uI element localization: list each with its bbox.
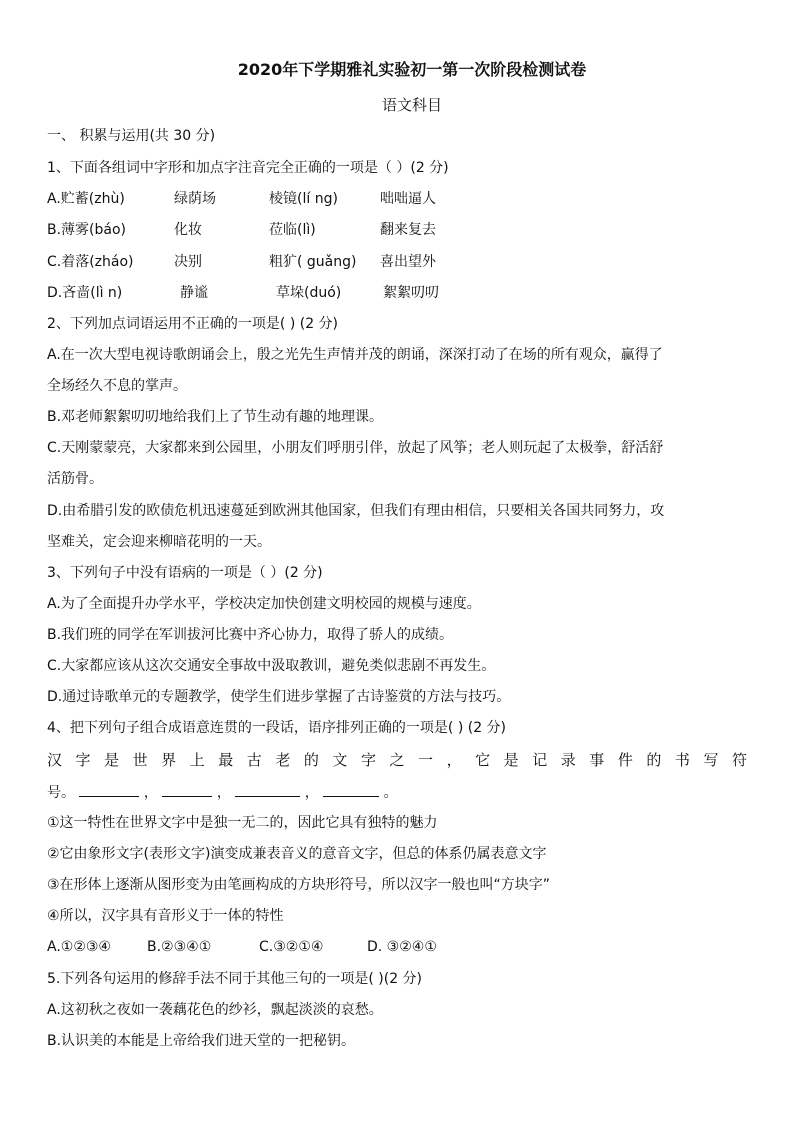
section-heading: 一、 积累与运用(共 30 分) [47, 128, 216, 144]
question-4-stem: 4、把下列句子组合成语意连贯的一段话，语序排列正确的一项是( ) (2 分) [47, 720, 507, 736]
q1-a-word2: 绿荫场 [174, 191, 216, 207]
q1-a-word3: 棱镜(lí ng) [269, 191, 338, 207]
question-1-stem: 1、下面各组词中字形和加点字注音完全正确的一项是（ ）(2 分) [47, 160, 449, 176]
q2-option-b: B.邓老师絮絮叨叨地给我们上了节生动有趣的地理课。 [47, 409, 384, 425]
q3-option-d: D.通过诗歌单元的专题教学，使学生们进步掌握了古诗鉴赏的方法与技巧。 [47, 689, 511, 705]
q4-sentence-3: ③在形体上逐渐从图形变为由笔画构成的方块形符号，所以汉字一般也叫“方块字” [47, 877, 551, 893]
q3-option-c: C.大家都应该从这次交通安全事故中汲取教训，避免类似悲剧不再发生。 [47, 658, 496, 674]
q1-c-word4: 喜出望外 [380, 254, 436, 270]
q4-option-b: B.②③④① [147, 939, 212, 955]
q4-sentence-2: ②它由象形文字(表形文字)演变成兼表音义的意音文字，但总的体系仍属表意文字 [47, 846, 547, 862]
q2-option-d-line1: D.由希腊引发的欧债危机迅速蔓延到欧洲其他国家，但我们有理由相信，只要相关各国共同努力，攻 [47, 503, 665, 519]
q1-c-word2: 决别 [174, 254, 202, 270]
blank-4[interactable] [323, 782, 379, 797]
q1-d-word4: 絮絮叨叨 [383, 285, 439, 301]
q4-option-a: A.①②③④ [47, 939, 111, 955]
blank-1[interactable] [79, 782, 139, 797]
q2-option-c-line1: C.天刚蒙蒙亮，大家都来到公园里，小朋友们呼朋引伴，放起了风筝；老人则玩起了太极拳，舒活舒 [47, 440, 664, 456]
q4-sentence-4: ④所以，汉字具有音形义于一体的特性 [47, 908, 284, 924]
q5-option-b: B.认识美的本能是上帝给我们进天堂的一把秘钥。 [47, 1033, 356, 1049]
q4-passage-start: 号。 [47, 785, 75, 801]
q1-c-word3: 粗犷( guǎng) [269, 254, 357, 270]
q3-option-b: B.我们班的同学在军训拔河比赛中齐心协力，取得了骄人的成绩。 [47, 627, 454, 643]
q4-option-c: C.③②①④ [259, 939, 324, 955]
question-3-stem: 3、下列句子中没有语病的一项是（ ）(2 分) [47, 565, 323, 581]
q5-option-a: A.这初秋之夜如一袭藕花色的纱衫，飘起淡淡的哀愁。 [47, 1002, 383, 1018]
blank-separator: ， [216, 785, 231, 801]
question-5-stem: 5.下列各句运用的修辞手法不同于其他三句的一项是( )(2 分) [47, 971, 423, 987]
q2-option-a-line2: 全场经久不息的掌声。 [47, 378, 187, 394]
q1-b-word3: 莅临(lì) [269, 222, 316, 238]
q3-option-a: A.为了全面提升办学水平，学校决定加快创建文明校园的规模与速度。 [47, 596, 481, 612]
blank-separator: ， [304, 785, 319, 801]
q4-passage-blanks [47, 782, 398, 803]
exam-title: 2020年下学期雅礼实验初一第一次阶段检测试卷 [237, 60, 587, 79]
blank-2[interactable] [162, 782, 212, 797]
q1-d-word2: 静谧 [180, 285, 208, 301]
q2-option-c-line2: 活筋骨。 [47, 471, 103, 487]
q1-d-word1: D.吝啬(lì n) [47, 285, 123, 301]
q1-c-word1: C.着落(zháo) [47, 254, 134, 270]
q1-b-word2: 化妆 [174, 222, 202, 238]
passage-end: 。 [383, 785, 398, 801]
question-2-stem: 2、下列加点词语运用不正确的一项是( ) (2 分) [47, 316, 339, 332]
q1-a-word4: 咄咄逼人 [380, 191, 436, 207]
blank-separator: ， [143, 785, 158, 801]
q1-d-word3: 草垛(duó) [276, 285, 342, 301]
q4-passage: 汉字是世界上最古老的文字之一，它是记录事件的书写符 [47, 751, 747, 769]
q1-a-word1: A.贮蓄(zhù) [47, 191, 125, 207]
q2-option-a-line1: A.在一次大型电视诗歌朗诵会上，殷之光先生声情并茂的朗诵，深深打动了在场的所有观众，赢得了 [47, 347, 663, 363]
q1-b-word4: 翻来复去 [380, 222, 436, 238]
q4-option-d: D. ③②④① [367, 939, 437, 955]
q2-option-d-line2: 坚难关，定会迎来柳暗花明的一天。 [47, 534, 271, 550]
q4-sentence-1: ①这一特性在世界文字中是独一无二的，因此它具有独特的魅力 [47, 815, 438, 831]
q1-b-word1: B.薄雾(báo) [47, 222, 127, 238]
blank-3[interactable] [235, 782, 300, 797]
subject-label: 语文科目 [381, 96, 442, 114]
